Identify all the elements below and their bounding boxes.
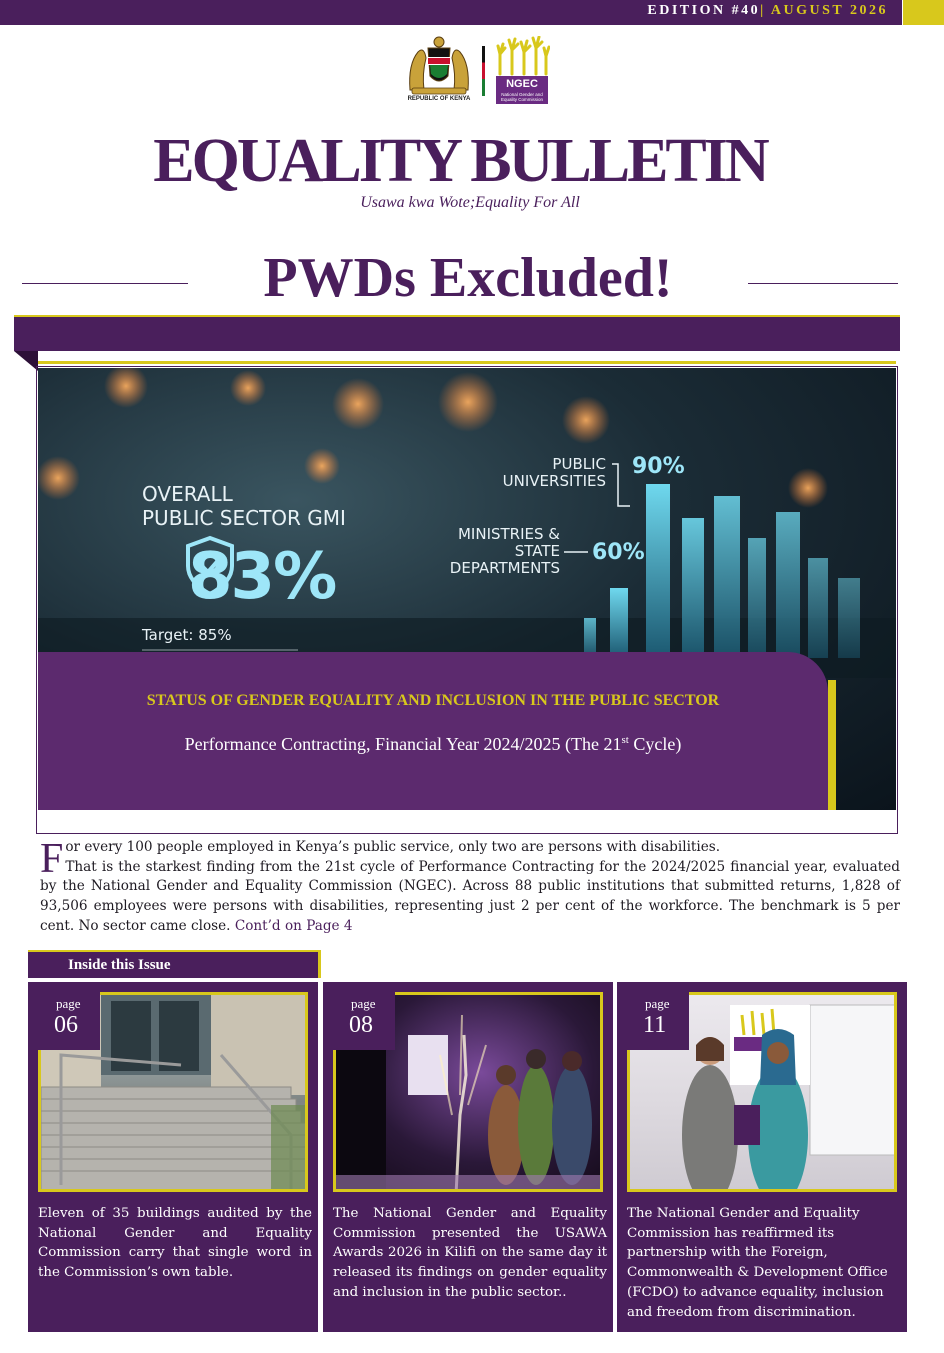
- issue-card-page-11[interactable]: [617, 982, 907, 1332]
- issue-card-page-08[interactable]: [323, 982, 613, 1332]
- lead-first-line: or every 100 people employed in Kenya’s public service, only two are persons with disabilities.: [65, 839, 721, 855]
- hero-panel-gold-edge: [828, 680, 836, 810]
- page-tag-label: page: [351, 996, 376, 1011]
- hero-panel-title: STATUS OF GENDER EQUALITY AND INCLUSION IN THE PUBLIC SECTOR: [146, 692, 720, 709]
- page-tag: [38, 992, 100, 1050]
- ministries-label-line-2: STATE: [514, 542, 560, 560]
- universities-label-line-2: UNIVERSITIES: [502, 472, 606, 490]
- ministries-label-line-3: DEPARTMENTS: [449, 559, 560, 577]
- issue-card-text: The National Gender and Equality Commission has reaffirmed its partnership with the Foreign, Commonwealth & Development Office (FCDO) to advance equality, inclusion and freedom from discrimination.: [627, 1206, 888, 1320]
- headline-rule-right: [748, 283, 898, 284]
- coat-of-arms-icon: [404, 34, 474, 96]
- hero-panel-subtitle: [38, 734, 828, 755]
- ngec-hands-icon: [494, 36, 550, 76]
- lead-dropcap: F: [40, 836, 64, 882]
- edition-date: AUGUST 2026: [770, 3, 888, 18]
- ngec-wordmark: [496, 76, 548, 104]
- gmi-label-line-2: PUBLIC SECTOR GMI: [142, 506, 346, 530]
- issue-card-text: Eleven of 35 buildings audited by the National Gender and Equality Commission carry that single word in the Commission’s own table.: [38, 1206, 312, 1281]
- universities-value: 90%: [632, 454, 685, 479]
- edition-separator: |: [760, 3, 766, 18]
- ministries-value: 60%: [592, 540, 645, 565]
- headline-rule-left: [22, 283, 188, 284]
- gmi-label: [142, 482, 346, 530]
- hero-ribbon: [14, 315, 900, 351]
- gmi-target: Target: 85%: [142, 626, 232, 644]
- ngec-full-name: National Gender and Equality Commission: [500, 92, 543, 102]
- hero-panel-subtitle-sup: st: [621, 734, 629, 746]
- issue-card-text: The National Gender and Equality Commission presented the USAWA Awards 2026 in Kilifi on the same day it released its findings on gender equality and inclusion in the public sector..: [333, 1206, 607, 1300]
- edition-number: EDITION #40: [647, 3, 761, 18]
- edition-text: [647, 3, 888, 19]
- page-tag-label: page: [56, 996, 81, 1011]
- lead-article: [40, 838, 900, 937]
- coat-of-arms-logo: [404, 34, 474, 106]
- hero-ribbon-fold: [14, 351, 38, 371]
- logo-divider: [482, 46, 485, 96]
- headline: PWDs Excluded!: [263, 247, 673, 309]
- coat-of-arms-caption: REPUBLIC OF KENYA: [407, 96, 471, 102]
- inside-issue-header: [28, 950, 321, 978]
- ministries-label: [428, 526, 560, 577]
- edition-bar: [0, 0, 902, 25]
- gmi-value: 83%: [188, 540, 336, 614]
- page-tag: [627, 992, 689, 1050]
- universities-label-line-1: PUBLIC: [552, 455, 606, 473]
- lead-continued-link[interactable]: Cont’d on Page 4: [234, 917, 353, 934]
- gmi-label-line-1: OVERALL: [142, 482, 233, 506]
- universities-label: [478, 456, 606, 490]
- issue-card-page-06[interactable]: [28, 982, 318, 1332]
- hero-panel-subtitle-main: Performance Contracting, Financial Year 2024/2025 (The 21: [184, 734, 622, 754]
- masthead-title: EQUALITY BULLETIN: [153, 127, 767, 195]
- page-tag-number: 11: [643, 1012, 667, 1038]
- page-tag-number: 08: [349, 1012, 373, 1038]
- hero-caption-panel: [38, 652, 828, 810]
- masthead-tagline: Usawa kwa Wote;Equality For All: [360, 194, 580, 211]
- hero-gold-rule: [38, 361, 896, 364]
- page-tag: [333, 992, 395, 1050]
- ministries-label-line-1: MINISTRIES &: [457, 525, 560, 543]
- inside-issue-title: Inside this Issue: [68, 957, 171, 973]
- page-tag-label: page: [645, 996, 670, 1011]
- ngec-name: NGEC: [506, 78, 538, 90]
- edition-tab: [903, 0, 944, 25]
- hero-image: [38, 368, 896, 810]
- hero-panel-subtitle-end: Cycle): [628, 734, 682, 754]
- lead-body: That is the starkest finding from the 21st cycle of Performance Contracting for the 2024/2025 financial year, evaluated by the National Gender and Equality Commission (NGEC). Across 88 public institutions that submitted returns, 1,828 of 93,506 employees were persons with disabilities, representing just 2 per cent of the workforce. The benchmark is 5 per cent. No sector came close.: [40, 858, 900, 934]
- ngec-logo: [494, 36, 550, 104]
- page-tag-number: 06: [54, 1012, 78, 1038]
